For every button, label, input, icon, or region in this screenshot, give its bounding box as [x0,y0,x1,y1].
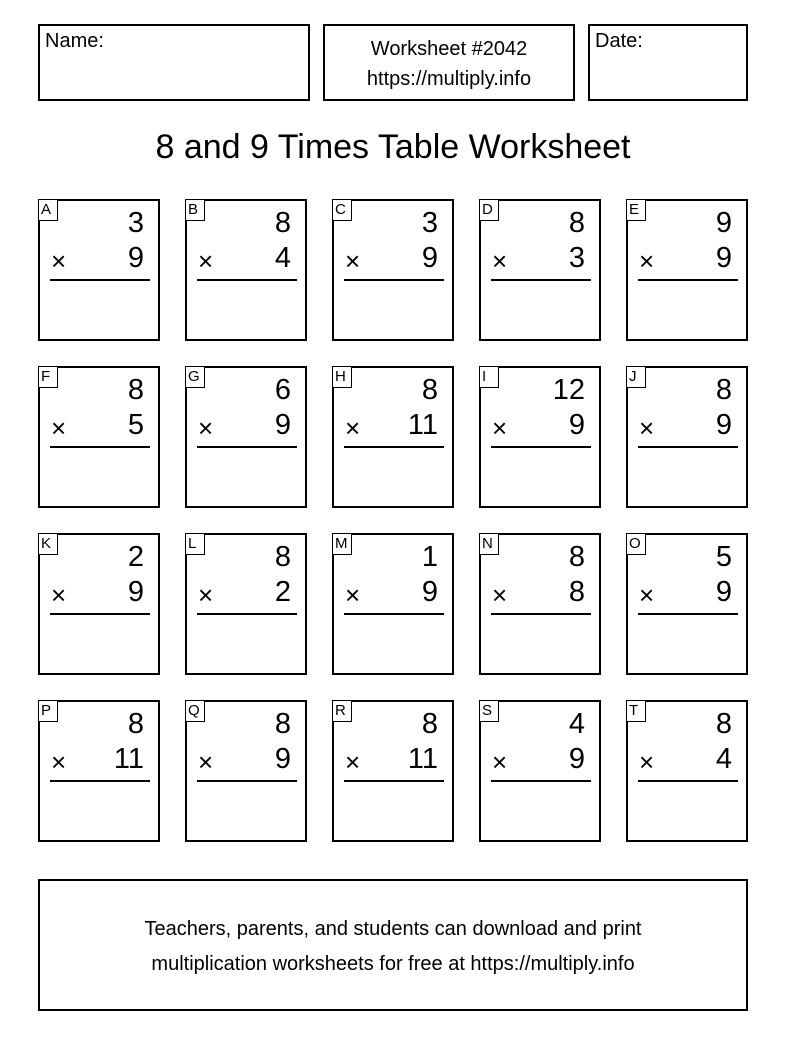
multiplicand: 4 [568,708,585,740]
multiplicand: 8 [715,708,732,740]
problem-letter: H [332,366,352,388]
answer-line [491,613,591,615]
answer-line [197,279,297,281]
answer-line [638,780,738,782]
problem-letter: O [626,533,646,555]
problem-letter: L [185,533,205,555]
problem-card[interactable] [479,366,601,508]
multiplier: 4 [715,743,732,775]
problem-letter: D [479,199,499,221]
multiplier: 8 [568,576,585,608]
problem-card[interactable] [332,366,454,508]
page-title: 8 and 9 Times Table Worksheet [155,128,631,166]
multiplicand: 8 [127,374,144,406]
multiplicand: 8 [715,374,732,406]
problem-letter: Q [185,700,205,722]
multiplier: 3 [568,242,585,274]
multiplicand: 3 [127,207,144,239]
problem-card[interactable] [626,199,748,341]
problem-letter: J [626,366,646,388]
problem-card[interactable] [626,700,748,842]
date-field[interactable] [588,24,748,101]
answer-line [638,446,738,448]
multiply-sign: × [51,246,67,276]
problem-letter: R [332,700,352,722]
name-field[interactable] [38,24,310,101]
answer-line [344,613,444,615]
problem-letter: A [38,199,58,221]
problem-letter: M [332,533,352,555]
answer-line [491,279,591,281]
answer-line [344,446,444,448]
multiplicand: 2 [127,541,144,573]
problem-card[interactable] [38,700,160,842]
multiplier: 9 [568,409,585,441]
worksheet-id: Worksheet #2042 [370,38,528,60]
multiply-sign: × [51,747,67,777]
multiplier: 9 [127,242,144,274]
problem-card[interactable] [332,700,454,842]
answer-line [491,780,591,782]
multiply-sign: × [345,580,361,610]
problem-card[interactable] [332,533,454,675]
problem-letter: C [332,199,352,221]
multiplicand: 6 [274,374,291,406]
problem-letter: G [185,366,205,388]
problem-card[interactable] [38,199,160,341]
problem-card[interactable] [185,700,307,842]
multiplier: 9 [127,576,144,608]
multiplicand: 8 [568,207,585,239]
problem-letter: N [479,533,499,555]
multiply-sign: × [51,413,67,443]
multiply-sign: × [639,580,655,610]
multiplier: 9 [274,743,291,775]
multiplier: 9 [421,576,438,608]
problem-card[interactable] [626,366,748,508]
multiply-sign: × [198,246,214,276]
answer-line [50,446,150,448]
problem-letter: B [185,199,205,221]
multiplicand: 9 [715,207,732,239]
multiply-sign: × [51,580,67,610]
answer-line [197,446,297,448]
multiplier: 9 [715,409,732,441]
answer-line [344,279,444,281]
problem-card[interactable] [38,533,160,675]
multiplier: 2 [274,576,291,608]
answer-line [50,279,150,281]
answer-line [344,780,444,782]
multiplier: 9 [715,242,732,274]
problem-card[interactable] [185,533,307,675]
multiplicand: 1 [421,541,438,573]
multiply-sign: × [639,413,655,443]
multiplicand: 8 [274,207,291,239]
multiplicand: 8 [421,708,438,740]
multiplicand: 8 [274,541,291,573]
multiplicand: 5 [715,541,732,573]
multiplicand: 8 [568,541,585,573]
problem-card[interactable] [479,700,601,842]
multiplier: 9 [715,576,732,608]
problem-card[interactable] [626,533,748,675]
multiplicand: 8 [127,708,144,740]
problem-grid [38,199,749,842]
worksheet-info-box [323,24,575,101]
problem-letter: P [38,700,58,722]
multiplier: 9 [568,743,585,775]
problem-card[interactable] [332,199,454,341]
multiplicand: 12 [552,374,585,406]
multiply-sign: × [198,747,214,777]
answer-line [197,780,297,782]
multiply-sign: × [198,580,214,610]
answer-line [197,613,297,615]
footer-line-1: Teachers, parents, and students can download and print [144,918,642,940]
multiply-sign: × [345,747,361,777]
problem-card[interactable] [185,199,307,341]
multiplier: 5 [127,409,144,441]
problem-letter: E [626,199,646,221]
multiplicand: 8 [421,374,438,406]
footer-line-2: multiplication worksheets for free at https://multiply.info [151,953,635,975]
multiplicand: 8 [274,708,291,740]
multiply-sign: × [639,246,655,276]
answer-line [491,446,591,448]
multiply-sign: × [345,246,361,276]
multiplier: 9 [421,242,438,274]
multiply-sign: × [345,413,361,443]
problem-letter: F [38,366,58,388]
footer-box [38,879,748,1011]
multiply-sign: × [492,747,508,777]
problem-card[interactable] [185,366,307,508]
multiplier: 9 [274,409,291,441]
problem-letter: T [626,700,646,722]
multiplier: 11 [407,743,438,775]
answer-line [638,279,738,281]
multiply-sign: × [198,413,214,443]
multiply-sign: × [492,413,508,443]
problem-card[interactable] [479,533,601,675]
multiply-sign: × [492,580,508,610]
problem-letter: I [479,366,499,388]
multiply-sign: × [492,246,508,276]
problem-letter: K [38,533,58,555]
problem-card[interactable] [38,366,160,508]
problem-letter: S [479,700,499,722]
problem-card[interactable] [479,199,601,341]
multiplicand: 3 [421,207,438,239]
multiplier: 11 [407,409,438,441]
name-label: Name: [45,30,104,52]
answer-line [50,780,150,782]
worksheet-url: https://multiply.info [366,68,532,90]
answer-line [638,613,738,615]
multiplier: 11 [113,743,144,775]
answer-line [50,613,150,615]
multiplier: 4 [274,242,291,274]
multiply-sign: × [639,747,655,777]
date-label: Date: [595,30,643,52]
